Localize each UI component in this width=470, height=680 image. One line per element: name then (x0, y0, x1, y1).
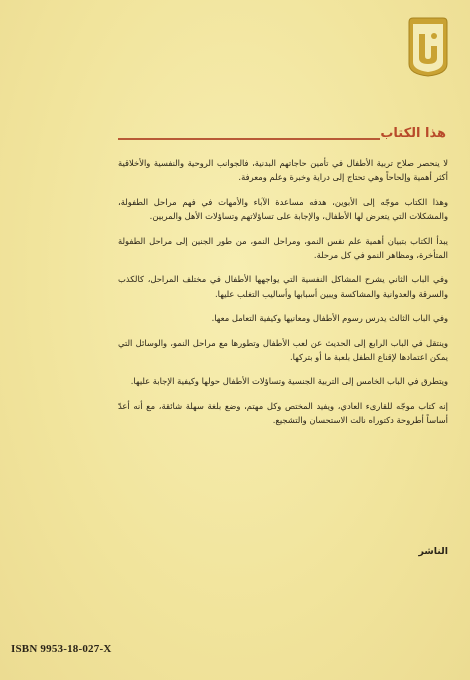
blurb-paragraph: إنه كتاب موجّه للقارىء العادي، ويفيد المختص وكل مهتم، وضع بلغة سهلة شائقة، مع أنه أعدّ أساساً أطروحة دكتوراه نالت الاستحسان والتشجيع. (118, 400, 448, 426)
blurb-paragraph: ويتطرق في الباب الخامس إلى التربية الجنسية وتساؤلات الأطفال حولها وكيفية الإجابة عليها. (130, 376, 448, 387)
isbn-number: ISBN 9953-18-027-X (11, 643, 112, 655)
blurb-paragraph: وهذا الكتاب موجّه إلى الأبوين، هدفه مساعدة الآباء والأمهات في فهم مراحل الطفولة، والمشكلات التي يتعرض لها الأطفال، والإجابة على تساؤلاتهم وتساؤلات الأهل والمربين. (118, 196, 448, 222)
section-title: هذا الكتاب (380, 126, 446, 141)
header-rule (118, 138, 380, 140)
blurb-paragraph: لا ينحصر صلاح تربية الأطفال في تأمين حاجاتهم البدنية، فالجوانب الروحية والنفسية والأخلاقية أكثر أهمية وإلحاحاً وهي تحتاج إلى دراية وخبرة وعلم ومعرفة. (118, 158, 448, 183)
blurb-paragraph: يبدأ الكتاب بتبيان أهمية علم نفس النمو، ومراحل النمو، من طور الجنين إلى مراحل الطفولة المتأخرة، ومظاهر النمو في كل مرحلة. (118, 235, 448, 261)
blurb-paragraph: وفي الباب الثالث يدرس رسوم الأطفال ومعانيها وكيفية التعامل معها. (211, 313, 448, 324)
blurb-paragraph: وفي الباب الثاني يشرح المشاكل النفسية التي يواجهها الأطفال في مختلف المراحل، كالكذب والسرقة والعدوانية والمشاكسة ويبين أسبابها وأساليب التغلب عليها. (118, 274, 448, 299)
publisher-logo-icon (405, 16, 451, 78)
blurb-paragraph: وينتقل في الباب الرابع إلى الحديث عن لعب الأطفال وتطورها مع مراحل النمو، والوسائل التي يمكن اعتمادها لإقناع الطفل بلعبة ما أو بتركها. (118, 337, 448, 363)
publisher-signature: الناشر (418, 546, 448, 557)
blurb-text (118, 156, 448, 438)
section-header (118, 126, 448, 148)
